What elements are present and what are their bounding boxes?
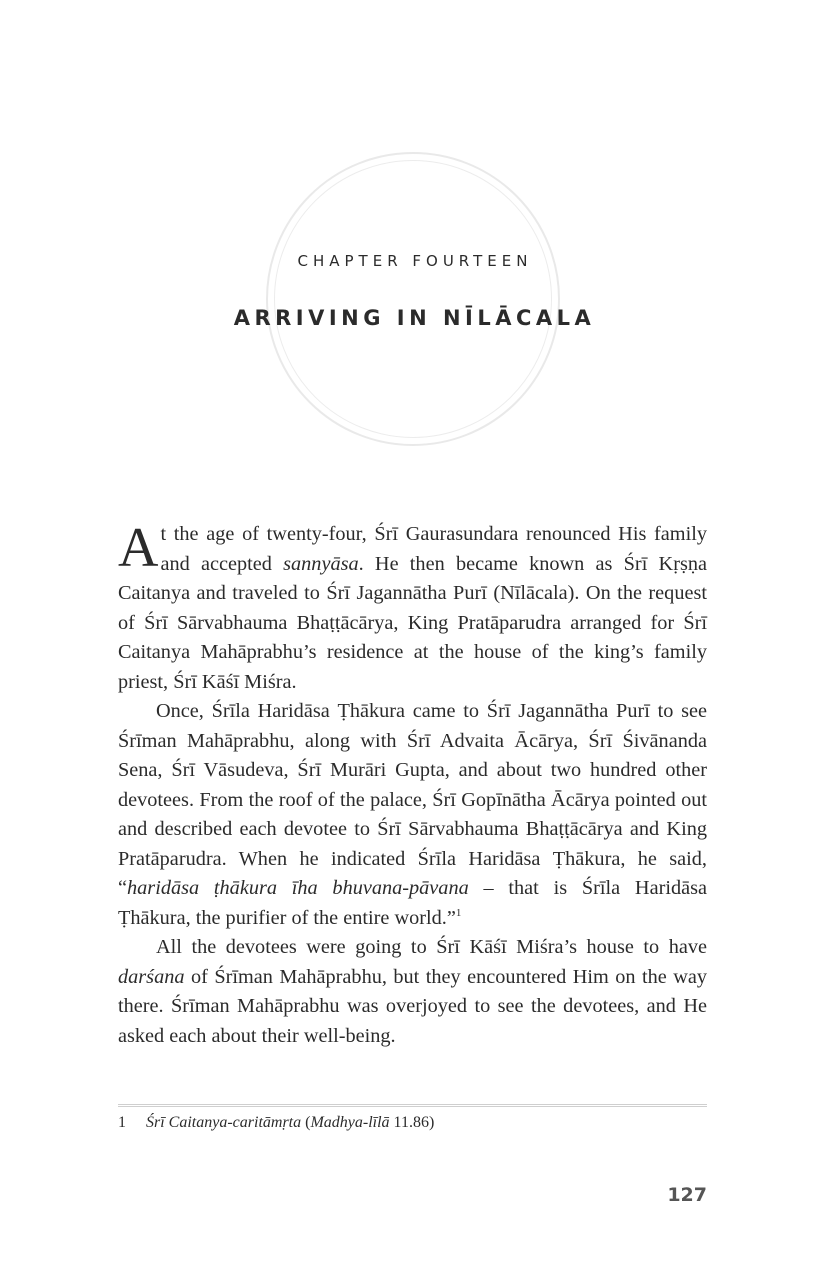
footnote-text: 11.86) [389, 1114, 435, 1131]
chapter-label: CHAPTER FOURTEEN [297, 252, 533, 270]
paragraph-text: t the age of twenty-four, Śrī Gaurasundara renounced His family and accepted [160, 523, 707, 575]
chapter-ornament-inner-ring [274, 160, 552, 438]
footnote [118, 1114, 434, 1132]
italic-quote: haridāsa ṭhākura īha bhuvana-pāvana [127, 877, 469, 899]
drop-cap: A [118, 517, 159, 579]
paragraph-text: – that is Śrīla Haridāsa Ṭhākura, the purifier of the entire world.” [118, 877, 707, 929]
italic-term: darśana [118, 965, 185, 988]
footnote-number: 1 [118, 1114, 126, 1131]
body-text [118, 517, 707, 1051]
footnote-reference[interactable]: 1 [455, 906, 462, 919]
paragraph-text: . He then became known as Śrī Kṛṣṇa Caitanya and traveled to Śrī Jagannātha Purī (Nīlācala). On the request of Śrī Sārvabhauma Bhaṭṭācārya, King Pratāparudra arranged for Śrī Caitanya Mahāprabhu’s residence at the house of the king’s family priest, Śrī Kāśī Miśra. [118, 552, 707, 693]
paragraph-text: Once, Śrīla Haridāsa Ṭhākura came to Śrī Jagannātha Purī to see Śrīman Mahāprabhu, along with Śrī Advaita Ācārya, Śrī Śivānanda Sena, Śrī Vāsudeva, Śrī Murāri Gupta, and about two hundred other devotees. From the roof of the palace, Śrī Gopīnātha Ācārya pointed out and described each devotee to Śrī Sārvabhauma Bhaṭṭācārya and King Pratāparudra. When he indicated Śrīla Haridāsa Ṭhākura, he said, “ [118, 700, 707, 899]
footnote-section: Madhya-līlā [310, 1114, 390, 1131]
footnote-divider [118, 1104, 707, 1107]
footnote-text: ( [301, 1114, 311, 1131]
paragraph-text: of Śrīman Mahāprabhu, but they encountered Him on the way there. Śrīman Mahāprabhu was overjoyed to see the devotees, and He asked each about their well-being. [118, 965, 707, 1047]
paragraph-text: All the devotees were going to Śrī Kāśī Miśra’s house to have [156, 936, 707, 958]
paragraph-2 [118, 697, 707, 933]
page-number: 127 [667, 1184, 707, 1206]
paragraph-3 [118, 933, 707, 1051]
italic-term: sannyāsa [283, 552, 359, 575]
chapter-title: ARRIVING IN NĪLĀCALA [233, 306, 596, 330]
paragraph-1 [118, 517, 707, 697]
footnote-title: Śrī Caitanya-caritāmṛta [146, 1114, 302, 1131]
